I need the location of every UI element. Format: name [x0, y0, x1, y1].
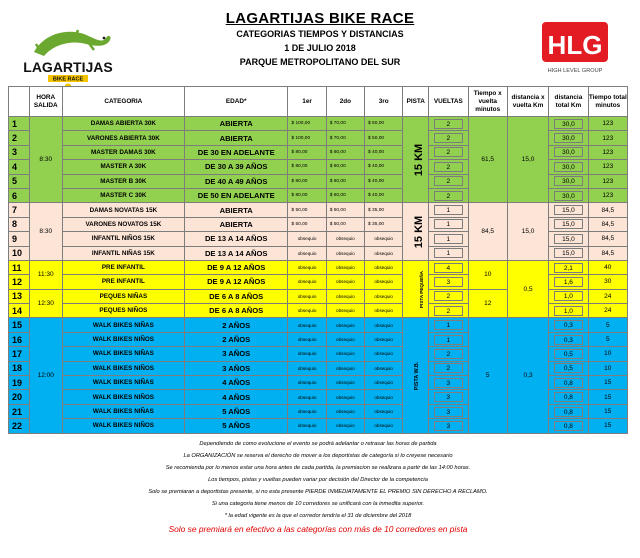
table-row: 11 11:30 PRE INFANTIL DE 9 A 12 AÑOS obsequio obsequio obsequio PISTA PEQUEÑA 4 10 0,5 2,1 40 [9, 260, 628, 274]
lap-time: 84,5 [468, 203, 507, 261]
table-row: 10 INFANTIL NIÑAS 15K DE 13 A 14 AÑOS obsequio obsequio obsequio 1 15,0 84,5 [9, 246, 628, 260]
event-location: PARQUE METROPOLITANO DEL SUR [239, 57, 401, 67]
note: Solo se premiaran a deportistas presente, si no esta presente PIERDE INMEDIATAMENTE EL PREMIO SIN DERECHO A RECLAMO. [148, 489, 488, 495]
table-row: 12 PRE INFANTIL DE 9 A 12 AÑOS obsequio obsequio obsequio 3 1,6 30 [9, 275, 628, 289]
table-row: 21 WALK BIKES NIÑAS 5 AÑOS obsequio obsequio obsequio 3 0,8 15 [9, 404, 628, 418]
note: Dependiendo de como evolucione el evento se podrá adelantar o retrasar las horas de partida [199, 441, 437, 447]
lap-time: 10 [468, 260, 507, 289]
column-header: CATEGORIA [62, 87, 184, 117]
lap-distance: 0,5 [507, 260, 548, 318]
table-row: 8 VARONES NOVATOS 15K ABIERTA $ 50,00 $ 50,00 $ 35,00 1 15,0 84,5 [9, 217, 628, 231]
table-row: 13 12:30 PEQUES NIÑAS DE 6 A 8 AÑOS obsequio obsequio obsequio 2 12 1,0 24 [9, 289, 628, 303]
lap-time: 61,5 [468, 117, 507, 203]
column-header: EDAD* [184, 87, 288, 117]
lizard-icon [14, 14, 122, 92]
event-date: 1 DE JULIO 2018 [284, 43, 356, 53]
page-subtitle: CATEGORIAS TIEMPOS Y DISTANCIAS [236, 29, 404, 39]
table-header-row [9, 87, 628, 117]
table-row: 22 WALK BIKES NIÑOS 5 AÑOS obsequio obsequio obsequio 3 0,8 15 [9, 419, 628, 433]
column-header: PISTA [403, 87, 429, 117]
lap-time: 12 [468, 289, 507, 318]
table-row: 9 INFANTIL NIÑOS 15K DE 13 A 14 AÑOS obsequio obsequio obsequio 1 15,0 84,5 [9, 232, 628, 246]
lagartijas-logo [14, 14, 122, 92]
start-time: 8:30 [29, 117, 62, 203]
start-time: 11:30 [29, 260, 62, 289]
track-cell: 15 KM [403, 117, 429, 203]
column-header: 1er [288, 87, 326, 117]
svg-text:HIGH LEVEL GROUP: HIGH LEVEL GROUP [547, 68, 603, 74]
table-row: 2 VARONES ABIERTA 30K ABIERTA $ 100,00 $ 70,00 $ 50,00 2 30,0 123 [9, 131, 628, 145]
table-row: 1 8:30 DAMAS ABIERTA 30K ABIERTA $ 100,00 $ 70,00 $ 50,00 15 KM 2 61,5 15,0 30,0 123 [9, 117, 628, 131]
table-row: 19 WALK BIKES NIÑAS 4 AÑOS obsequio obsequio obsequio 3 0,8 15 [9, 376, 628, 390]
table-row: 4 MASTER A 30K DE 30 A 39 AÑOS $ 80,00 $ 60,00 $ 40,00 2 30,0 123 [9, 160, 628, 174]
track-cell: PISTA PEQUEÑA [403, 260, 429, 318]
start-time: 12:00 [29, 318, 62, 433]
lap-distance: 15,0 [507, 203, 548, 261]
table-row: 3 MASTER DAMAS 30K DE 30 EN ADELANTE $ 80,00 $ 60,00 $ 40,00 2 30,0 123 [9, 145, 628, 159]
column-header [9, 87, 30, 117]
lap-distance: 0,3 [507, 318, 548, 433]
page-title: LAGARTIJAS BIKE RACE [225, 10, 415, 27]
svg-text:LAGARTIJAS: LAGARTIJAS [23, 59, 113, 75]
column-header: 3ro [365, 87, 403, 117]
note: La ORGANIZACIÓN se reserva el derecho de mover a los deportistas de categoría si lo creyese necesario [183, 453, 453, 459]
table-row: 18 WALK BIKES NIÑOS 3 AÑOS obsequio obsequio obsequio 2 0,5 10 [9, 361, 628, 375]
hlg-logo [536, 20, 614, 78]
column-header: Tiempo x vuelta minutos [468, 87, 507, 117]
table-row: 5 MASTER B 30K DE 40 A 49 AÑOS $ 80,00 $ 60,00 $ 40,00 2 30,0 123 [9, 174, 628, 188]
lap-distance: 15,0 [507, 117, 548, 203]
column-header: 2do [326, 87, 364, 117]
column-header: VUELTAS [429, 87, 468, 117]
table-row: 17 WALK BIKES NIÑAS 3 AÑOS obsequio obsequio obsequio 2 0,5 10 [9, 347, 628, 361]
table-row: 7 8:30 DAMAS NOVATAS 15K ABIERTA $ 50,00 $ 50,00 $ 35,00 15 KM 1 84,5 15,0 15,0 84,5 [9, 203, 628, 217]
lap-time: 5 [468, 318, 507, 433]
cash-prize-note: Solo se premiará en efectivo a las categorías con más de 10 corredores en pista [168, 524, 468, 534]
track-cell: 15 KM [403, 203, 429, 261]
note: Si una categoria tiene menos de 10 corredores se unificará con la inmedita superior. [211, 501, 425, 507]
note: * la edad vigente es la que el corredor tendría el 31 de diciembre del 2018 [224, 513, 412, 519]
column-header: distancia x vuelta Km [507, 87, 548, 117]
start-time: 8:30 [29, 203, 62, 261]
start-time: 12:30 [29, 289, 62, 318]
note: Se recomienda por lo menos estar una hora antes de cada partida, la premiacion se realizara a partir de las 14:00 horas. [165, 465, 471, 471]
table-row: 20 WALK BIKES NIÑOS 4 AÑOS obsequio obsequio obsequio 3 0,8 15 [9, 390, 628, 404]
category-schedule-table [8, 86, 628, 434]
document-header [150, 10, 490, 69]
column-header: HORA SALIDA [29, 87, 62, 117]
table-row: 15 12:00 WALK BIKES NIÑAS 2 AÑOS obsequio obsequio obsequio PISTA W.B. 1 5 0,3 0,3 5 [9, 318, 628, 332]
table-row: 14 PEQUES NIÑOS DE 6 A 8 AÑOS obsequio obsequio obsequio 2 1,0 24 [9, 304, 628, 318]
note: Los tiempos, pistas y vueltas pueden variar por decisión del Director de la competencia [208, 477, 428, 483]
svg-text:HLG: HLG [547, 30, 603, 60]
table-row: 6 MASTER C 30K DE 50 EN ADELANTE $ 80,00 $ 60,00 $ 40,00 2 30,0 123 [9, 188, 628, 202]
column-header: Tiempo total minutos [588, 87, 627, 117]
column-header: distancia total Km [549, 87, 588, 117]
table-row: 16 WALK BIKES NIÑOS 2 AÑOS obsequio obsequio obsequio 1 0,3 5 [9, 332, 628, 346]
footnotes [8, 438, 628, 536]
svg-text:BIKE RACE: BIKE RACE [52, 76, 84, 83]
track-cell: PISTA W.B. [403, 318, 429, 433]
